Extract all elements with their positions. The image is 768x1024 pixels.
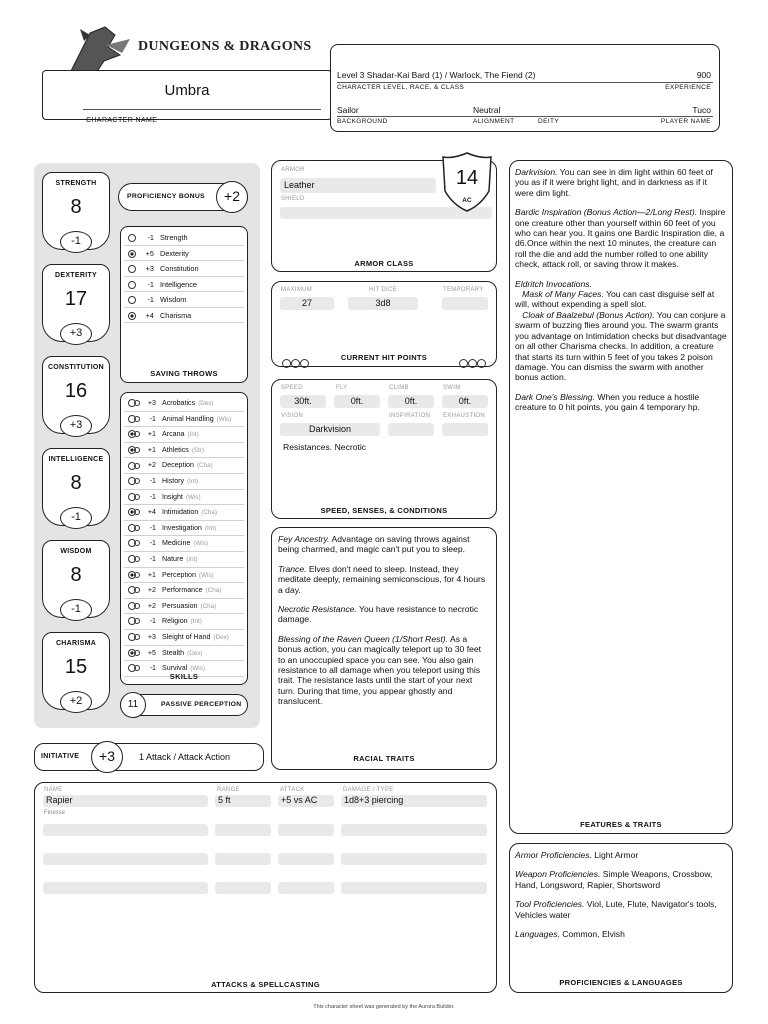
alignment-label: ALIGNMENT: [473, 118, 515, 125]
saving-throws-title: SAVING THROWS: [150, 369, 218, 378]
saving-throw-row[interactable]: [124, 246, 244, 262]
climb-label: CLIMB: [389, 385, 409, 391]
racial-trait-text: Elves don't need to sleep. Instead, they meditate deeply, remaining semiconscious, for 4 hours a day.: [278, 563, 486, 595]
skill-row[interactable]: [124, 396, 244, 412]
skill-row[interactable]: [124, 412, 244, 428]
attack-col-damage: DAMAGE / TYPE: [343, 787, 394, 793]
attack-col-name: NAME: [44, 787, 63, 793]
saving-throw-row[interactable]: [124, 308, 244, 324]
proficiencies-box: [509, 843, 733, 993]
racial-trait-name: Necrotic Resistance.: [278, 604, 357, 615]
armor-class-title: ARMOR CLASS: [354, 259, 414, 268]
skill-name: Religion: [162, 617, 188, 626]
feature-dark-name: Dark One's Blessing.: [515, 391, 595, 402]
skill-row[interactable]: [124, 568, 244, 584]
skill-name: Arcana: [162, 430, 185, 439]
ability-modifier-circle[interactable]: [60, 415, 92, 437]
feature-darkvision-name: Darkvision.: [515, 167, 558, 177]
racial-traits-text: [278, 534, 490, 716]
skill-attribute: (Cha): [205, 587, 222, 595]
ability-modifier-circle[interactable]: [60, 507, 92, 529]
skills-title: SKILLS: [169, 672, 199, 681]
initiative-value: +3: [99, 748, 115, 764]
skill-attribute: (Wis): [198, 571, 214, 579]
skill-name: Medicine: [162, 539, 191, 548]
attack-cell[interactable]: [341, 882, 487, 894]
skill-mod: +2: [147, 586, 156, 595]
racial-traits-box: [271, 527, 497, 770]
vision-label: VISION: [281, 413, 304, 419]
skill-row[interactable]: [124, 583, 244, 599]
hp-max-value: 27: [301, 298, 312, 308]
skill-mod: -1: [149, 617, 156, 626]
attack-col-range: RANGE: [217, 787, 240, 793]
skill-attribute: (Int): [187, 431, 199, 439]
saving-throw-name: Intelligence: [160, 279, 197, 289]
skill-mod: +4: [147, 508, 156, 517]
saving-throw-name: Charisma: [160, 310, 192, 320]
attack-range: 5 ft: [218, 795, 231, 805]
saving-throw-name: Dexterity: [160, 248, 189, 258]
skill-mod: +1: [147, 445, 156, 454]
skill-attribute: (Cha): [201, 509, 218, 517]
ability-modifier: +3: [69, 327, 83, 339]
saving-throws-list: [124, 230, 244, 323]
skill-row[interactable]: [124, 614, 244, 630]
experience-label: EXPERIENCE: [665, 84, 711, 91]
logo-text: DUNGEONS & DRAGONS: [138, 39, 312, 54]
attack-cell[interactable]: [215, 795, 271, 807]
skill-attribute: (Cha): [200, 602, 217, 610]
attack-cell[interactable]: [43, 882, 208, 894]
proficiency-name: Weapon Proficiencies.: [515, 869, 601, 880]
hit-points-box: [271, 281, 497, 367]
skill-attribute: (Wis): [185, 493, 201, 501]
saving-throw-mod: +3: [145, 264, 154, 273]
inspiration-field[interactable]: [388, 423, 434, 436]
ability-name: CONSTITUTION: [47, 364, 105, 371]
hp-max-label: MAXIMUM: [281, 287, 313, 293]
climb-value: 0ft.: [404, 396, 418, 406]
skill-name: Performance: [162, 586, 203, 595]
skill-name: Perception: [162, 570, 196, 579]
initiative-label: INITIATIVE: [41, 753, 80, 760]
attack-cell[interactable]: [341, 795, 487, 807]
passive-perception-value-circle[interactable]: [120, 692, 146, 718]
skill-attribute: (Dex): [198, 400, 214, 407]
ability-score[interactable]: 15: [64, 656, 88, 678]
ability-name: CHARISMA: [55, 640, 97, 647]
ability-name: WISDOM: [60, 548, 92, 555]
saving-throw-mod: +4: [145, 310, 154, 320]
speed-label: SPEED: [281, 385, 303, 391]
feature-mask-name: Mask of Many Faces.: [522, 289, 604, 300]
skill-mod: +2: [147, 461, 156, 470]
skill-mod: -1: [149, 664, 156, 673]
ability-modifier-circle[interactable]: [60, 599, 92, 621]
background-label: BACKGROUND: [337, 118, 388, 125]
attack-cell[interactable]: [341, 853, 487, 865]
fly-field[interactable]: [334, 395, 380, 408]
saving-throws-box: [120, 226, 248, 383]
proficiency-name: Languages.: [515, 929, 560, 940]
skill-attribute: (Int): [204, 524, 217, 532]
saving-throw-name: Wisdom: [160, 295, 187, 304]
ability-modifier: -1: [71, 235, 81, 247]
character-name-banner: [42, 70, 332, 120]
skill-mod: +3: [147, 399, 156, 407]
ability-score[interactable]: 8: [70, 196, 82, 218]
skill-row[interactable]: [124, 427, 244, 443]
initiative-box: [34, 743, 264, 771]
header-info-box: [330, 44, 720, 132]
saving-throw-row[interactable]: [124, 292, 244, 308]
proficiency-dot-icon[interactable]: [128, 234, 136, 242]
skill-row[interactable]: [124, 458, 244, 474]
skill-row[interactable]: [124, 646, 244, 662]
hit-points-title: CURRENT HIT POINTS: [340, 353, 428, 362]
saving-throw-mod: -1: [147, 279, 154, 289]
skill-name: Insight: [162, 492, 183, 501]
deity-label: DEITY: [538, 118, 560, 125]
skill-attribute: (Int): [190, 618, 202, 626]
racial-trait-name: Blessing of the Raven Queen (1/Short Rest).: [278, 633, 449, 644]
skill-mod: -1: [149, 539, 156, 548]
feature-darkvision-text: You can see in dim light within 60 feet of you as if it were bright light, and in darkness as if it were dim light.: [515, 167, 713, 198]
saving-throw-mod: +5: [145, 248, 154, 258]
attack-cell[interactable]: [215, 882, 271, 894]
proficiency-bonus-value-circle[interactable]: [216, 181, 248, 213]
character-name[interactable]: Umbra: [164, 82, 210, 99]
proficiency-dot-icon[interactable]: [128, 296, 136, 304]
racial-trait-text: You have resistance to necrotic damage.: [278, 604, 479, 625]
vision-field[interactable]: [280, 423, 380, 436]
proficiencies-text: [515, 850, 727, 948]
exhaustion-label: EXHAUSTION: [443, 413, 486, 419]
attack-name: Rapier: [46, 795, 73, 805]
feature-mask-text: You can cast disguise self at will, without expending a spell slot.: [515, 289, 715, 310]
proficiency-text: Light Armor: [591, 850, 639, 860]
class-level[interactable]: Level 3 Shadar-Kai Bard (1) / Warlock, The Fiend (2): [337, 70, 536, 80]
skill-row[interactable]: [124, 536, 244, 552]
ability-constitution: [42, 356, 110, 434]
proficiency-text: Common, Elvish: [559, 929, 625, 940]
attack-cell[interactable]: [278, 853, 334, 865]
proficiencies-title: PROFICIENCIES & LANGUAGES: [559, 978, 683, 987]
skill-name: Survival: [162, 664, 188, 673]
passive-perception-label: PASSIVE PERCEPTION: [161, 701, 242, 708]
racial-trait-name: Trance.: [278, 563, 307, 574]
attack-damage: 1d8+3 piercing: [344, 795, 404, 805]
skill-name: Animal Handling: [162, 414, 214, 423]
skill-row[interactable]: [124, 505, 244, 521]
skill-name: Deception: [162, 461, 194, 470]
class-level-label: CHARACTER LEVEL, RACE, & CLASS: [337, 84, 465, 91]
passive-perception-value: 11: [127, 699, 139, 710]
racial-trait-text: Advantage on saving throws against being charmed, and magic can't put you to sleep.: [278, 534, 470, 555]
features-traits-title: FEATURES & TRAITS: [580, 820, 662, 829]
skill-attribute: (Wis): [193, 540, 209, 548]
skill-name: History: [162, 476, 185, 485]
speed-senses-box: [271, 379, 497, 519]
attack-cell[interactable]: [341, 824, 487, 836]
proficiency-bonus-value: +2: [224, 188, 240, 204]
hp-temp-field[interactable]: [442, 297, 488, 310]
racial-traits-title: RACIAL TRAITS: [353, 754, 415, 763]
skill-row[interactable]: [124, 490, 244, 506]
armor-value: Leather: [284, 180, 315, 190]
attack-cell[interactable]: [43, 795, 208, 807]
skill-mod: +1: [147, 570, 156, 579]
skill-row[interactable]: [124, 474, 244, 490]
skill-mod: +1: [147, 430, 156, 439]
feature-cloak-name: Cloak of Baalzebul (Bonus Action).: [522, 309, 655, 320]
attack-cell[interactable]: [278, 882, 334, 894]
swim-label: SWIM: [443, 385, 461, 391]
player-name-label: PLAYER NAME: [660, 118, 711, 125]
feature-cloak-text: You can conjure a swarm of buzzing flies around you. The swarm grants you advantage on Intimidation checks but disadvantage on all other Charisma checks. In addition, a creature that starts its turn within 5 feet of you takes 2 poison damage. You can dismiss the swarm with another bonus action.: [515, 309, 727, 383]
speed-value: 30ft.: [294, 396, 312, 406]
ability-modifier-circle[interactable]: [60, 691, 92, 713]
feature-dark-text: When you reduce a hostile creature to 0 hit points, you gain 4 temporary hp.: [515, 391, 700, 413]
saving-throw-mod: -1: [147, 295, 154, 304]
ability-strength: [42, 172, 110, 250]
ability-score[interactable]: 8: [70, 564, 82, 586]
fly-label: FLY: [336, 385, 348, 391]
attack-cell[interactable]: [43, 824, 208, 836]
saving-throw-row[interactable]: [124, 261, 244, 277]
proficiency-name: Armor Proficiencies.: [515, 850, 592, 860]
attacks-per-action: 1 Attack / Attack Action: [139, 752, 231, 762]
racial-trait-text: As a bonus action, you can magically teleport up to 30 feet to an unoccupied space you can see. You also gain resistance to all damage when you teleport using this trait. The resistance lasts until the start of your next turn. During that time, you appear ghostly and translucent.: [278, 633, 482, 707]
skills-box: [120, 392, 248, 685]
ability-intelligence: [42, 448, 110, 526]
initiative-value-circle[interactable]: [91, 741, 123, 773]
speed-senses-title: SPEED, SENSES, & CONDITIONS: [320, 506, 448, 515]
skill-row[interactable]: [124, 630, 244, 646]
proficiency-dot-icon[interactable]: [128, 281, 136, 289]
player-name[interactable]: Tuco: [692, 105, 711, 115]
inspiration-label: INSPIRATION: [389, 413, 431, 419]
proficiency-dot-icon[interactable]: [128, 265, 136, 273]
skill-row[interactable]: [124, 521, 244, 537]
ability-name: INTELLIGENCE: [48, 456, 104, 463]
speed-field[interactable]: [280, 395, 326, 408]
ability-modifier: +2: [69, 695, 83, 707]
saving-throw-name: Constitution: [160, 264, 199, 273]
attack-cell[interactable]: [278, 824, 334, 836]
skill-mod: +2: [147, 601, 156, 610]
background[interactable]: Sailor: [337, 105, 359, 115]
alignment[interactable]: Neutral: [473, 105, 501, 115]
skill-name: Stealth: [162, 648, 185, 657]
skill-name: Sleight of Hand: [162, 632, 211, 641]
skill-attribute: (Int): [187, 477, 199, 485]
ability-modifier: +3: [69, 419, 83, 431]
ability-charisma: [42, 632, 110, 710]
skill-row[interactable]: [124, 552, 244, 568]
fly-value: 0ft.: [350, 396, 364, 406]
skill-name: Persuasion: [162, 601, 198, 610]
hit-dice-label: HIT DICE: [369, 287, 397, 293]
proficiency-bonus-label: PROFICIENCY BONUS: [127, 193, 205, 200]
ac-shield[interactable]: [441, 151, 493, 213]
attacks-title: ATTACKS & SPELLCASTING: [211, 980, 320, 989]
ability-score[interactable]: 8: [70, 472, 82, 494]
vision-value: Darkvision: [308, 424, 351, 434]
ability-modifier-circle[interactable]: [60, 323, 92, 345]
armor-field[interactable]: [280, 178, 436, 193]
feature-bardic-text: Inspire one creature other than yourself within 60 feet of you who can hear you. It gains one Bardic Inspiration die, a d6.Once within the next 10 minutes, the creature can roll the die and add the number rolled to one ability check, attack roll, or saving throw it makes.: [515, 207, 726, 270]
skill-name: Investigation: [162, 523, 202, 532]
skill-attribute: (Cha): [196, 462, 213, 470]
proficiency-dot-icon[interactable]: [128, 250, 136, 258]
attack-attack: +5 vs AC: [281, 795, 318, 805]
skill-attribute: (Wis): [216, 415, 232, 423]
saving-throw-row[interactable]: [124, 230, 244, 246]
proficiency-dot-icon[interactable]: [128, 312, 136, 320]
character-name-label: CHARACTER NAME: [86, 117, 158, 124]
attack-cell[interactable]: [215, 824, 271, 836]
climb-field[interactable]: [388, 395, 434, 408]
exhaustion-field[interactable]: [442, 423, 488, 436]
attacks-box: [34, 782, 497, 993]
skill-mod: -1: [149, 476, 156, 485]
skill-name: Nature: [162, 554, 184, 563]
attack-note: Finesse: [44, 810, 66, 816]
swim-value: 0ft.: [458, 396, 472, 406]
skill-attribute: (Wis): [190, 665, 205, 673]
skill-attribute: (Dex): [187, 649, 203, 657]
skill-name: Intimidation: [162, 508, 199, 517]
skill-row[interactable]: [124, 599, 244, 615]
skill-mod: -1: [149, 414, 156, 423]
skill-name: Athletics: [162, 445, 189, 454]
ability-name: DEXTERITY: [55, 272, 97, 279]
skill-mod: +5: [147, 648, 156, 657]
hp-temp-label: TEMPORARY: [443, 287, 484, 293]
skill-attribute: (Dex): [213, 633, 229, 641]
racial-trait-name: Fey Ancestry.: [278, 534, 330, 544]
features-traits-text: [515, 167, 727, 422]
skill-mod: -1: [149, 492, 156, 501]
ability-score[interactable]: 17: [64, 288, 88, 310]
hp-max-field[interactable]: [280, 297, 334, 310]
proficiency-name: Tool Proficiencies.: [515, 899, 585, 910]
ability-modifier: -1: [71, 603, 81, 615]
skill-attribute: (Int): [186, 555, 198, 563]
ability-modifier-circle[interactable]: [60, 231, 92, 253]
proficiency-text: Simple Weapons, Crossbow, Hand, Longsword, Rapier, Shortsword: [515, 869, 713, 890]
ability-name: STRENGTH: [55, 180, 97, 187]
saving-throw-name: Strength: [160, 233, 188, 242]
ac-value: 14: [455, 167, 479, 189]
saving-throw-mod: -1: [147, 233, 154, 242]
feature-bardic-name: Bardic Inspiration (Bonus Action—2/Long Rest).: [515, 207, 698, 218]
ability-modifier: -1: [71, 511, 81, 523]
ac-label: AC: [462, 197, 472, 204]
skill-mod: -1: [149, 523, 156, 532]
feature-eldritch-name: Eldritch Invocations.: [515, 278, 592, 289]
resistances: Resistances. Necrotic: [283, 442, 367, 452]
skill-attribute: (Str): [191, 446, 205, 454]
attack-cell[interactable]: [278, 795, 334, 807]
ability-dexterity: [42, 264, 110, 342]
shield-label: SHIELD: [281, 196, 305, 202]
skill-mod: +3: [147, 632, 156, 641]
proficiency-text: Viol, Lute, Flute, Navigator's tools, Vehicles water: [515, 899, 717, 920]
attack-col-attack: ATTACK: [280, 787, 305, 793]
ability-wisdom: [42, 540, 110, 618]
skill-name: Acrobatics: [162, 399, 196, 407]
footer-note: This character sheet was generated by the Aurora Builder.: [313, 1004, 455, 1010]
hit-dice-value: 3d8: [375, 298, 391, 308]
experience[interactable]: 900: [696, 70, 711, 80]
skill-mod: -1: [149, 554, 156, 563]
saving-throw-row[interactable]: [124, 277, 244, 293]
skills-list: [124, 396, 244, 677]
attack-cell[interactable]: [43, 853, 208, 865]
armor-label: ARMOR: [281, 167, 305, 173]
skill-row[interactable]: [124, 443, 244, 459]
swim-field[interactable]: [442, 395, 488, 408]
features-traits-box: [509, 160, 733, 834]
attack-cell[interactable]: [215, 853, 271, 865]
ability-score[interactable]: 16: [64, 380, 88, 402]
hit-dice-field[interactable]: [348, 297, 418, 310]
